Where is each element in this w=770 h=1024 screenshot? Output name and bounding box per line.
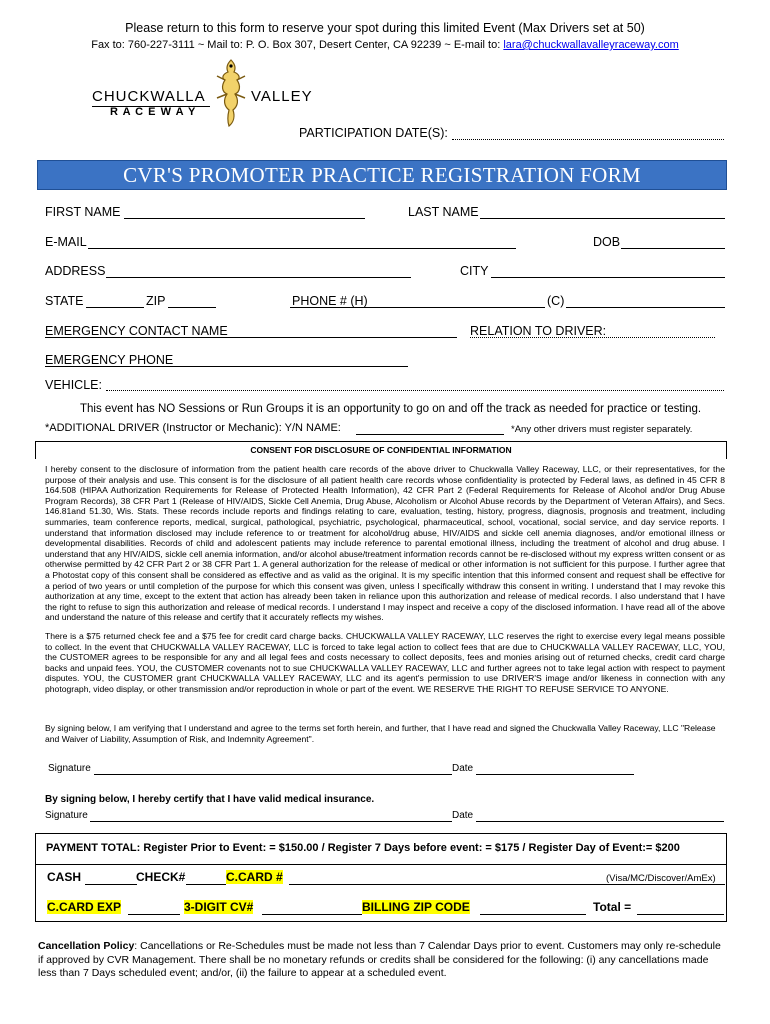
consent-heading: CONSENT FOR DISCLOSURE OF CONFIDENTIAL INFORMATION bbox=[250, 445, 512, 455]
emergency-contact-label: EMERGENCY CONTACT NAME bbox=[45, 324, 228, 338]
consent-heading-box bbox=[35, 441, 727, 459]
date-field[interactable] bbox=[476, 763, 634, 775]
card-types: (Visa/MC/Discover/AmEx) bbox=[606, 873, 716, 884]
total-field[interactable] bbox=[637, 900, 724, 915]
other-drivers-note: *Any other drivers must register separately. bbox=[511, 424, 693, 435]
first-name-label: FIRST NAME bbox=[45, 205, 121, 219]
fax-mail-text: Fax to: 760-227-3111 ~ Mail to: P. O. Box 307, Desert Center, CA 92239 ~ E-mail to: bbox=[91, 39, 504, 51]
last-name-field[interactable] bbox=[480, 205, 725, 219]
cancellation-policy bbox=[38, 940, 728, 981]
returned-check-text: There is a $75 returned check fee and a $75 fee for credit card charge backs. CHUCKWALLA VALLEY RACEWAY, LLC reserves the right to exercise every legal means possible to collect. In the event that CHUCKWALLA VALLEY RACEWAY, LLC is forced to take legal action to collect fees that are due to CHUCKWALLA VALLEY RACEWAY, LLC, YOU, the CUSTOMER agrees to be responsible for any and all legal fees and costs necessary to collect deposits, fees and monies arising out of returned checks, credit card charge backs and unpaid fees. YOU, the CUSTOMER covenants not to sue CHUCKWALLA VALLEY RACEWAY, LLC and further agrees not to take legal action with respect to payment disputes. YOU, the CUSTOMER grant CHUCKWALLA VALLEY RACEWAY, LLC and its agent's permission to use DRIVER'S image and/or likeness in connection with any photograph, video display, or other transmission and/or reproduction in whole or part of the event. WE RESERVE THE RIGHT TO REFUSE SERVICE TO ANYONE. bbox=[45, 631, 725, 694]
signing-text: By signing below, I am verifying that I understand and agree to the terms set forth herein, and further, that I have read and signed the Chuckwalla Valley Raceway, LLC "Release and Waiver of Liability, Assumption of Risk, and Indemnity Agreement". bbox=[45, 723, 716, 744]
zip-label: ZIP bbox=[146, 294, 166, 308]
emergency-phone-field[interactable] bbox=[45, 353, 408, 367]
last-name-label: LAST NAME bbox=[408, 205, 479, 219]
logo-word-chuckwalla: CHUCKWALLA bbox=[92, 88, 206, 105]
cash-label: CASH bbox=[47, 870, 82, 884]
raceway-logo bbox=[88, 58, 323, 128]
first-name-field[interactable] bbox=[124, 205, 365, 219]
state-label: STATE bbox=[45, 294, 84, 308]
relation-label: RELATION TO DRIVER: bbox=[470, 324, 607, 338]
participation-date-field[interactable] bbox=[452, 127, 724, 140]
return-instructions: Please return to this form to reserve your spot during this limited Event (Max Drivers set at 50) bbox=[125, 21, 645, 35]
phone-cell-field[interactable] bbox=[566, 294, 725, 308]
city-field[interactable] bbox=[491, 264, 725, 278]
check-field[interactable] bbox=[186, 870, 226, 885]
date-field-2[interactable] bbox=[476, 810, 724, 822]
vehicle-field[interactable] bbox=[106, 379, 724, 391]
medical-cert-text: By signing below, I hereby certify that I have valid medical insurance. bbox=[45, 794, 375, 805]
email-field[interactable] bbox=[88, 235, 516, 249]
signature-field-2[interactable] bbox=[90, 810, 452, 822]
dob-field[interactable] bbox=[621, 235, 725, 249]
ccard-exp-label: C.CARD EXP bbox=[47, 900, 122, 914]
city-label: CITY bbox=[460, 264, 489, 278]
total-label: Total = bbox=[593, 900, 632, 914]
consent-text: I hereby consent to the disclosure of information from the patient health care records of the above driver to Chuckwalla Valley Raceway, LLC, or their representatives, for the purpose of their analysis and use. This consent is for the disclosure of all patient health care records whose confidentiality is protected by Federal laws, as defined in 45 CFR 8 164.508 (HIPAA Authorization Requirements for Release of Protected Health Information), 42 CFR Part 2 (Federal Requirements for Release of Alcohol and/or Drug Abuse Program Records), 38 CFR Part 1 (Release of HIV/AIDS, Sickle Cell Anemia, Drug Abuse, Alcoholism or Alcohol Abuse records by the Department of Veteran Affairs), and Secs. 146.81and 51.30, Wis. Stats. These records include reports and findings relating to care, evaluation, testing, history, progress, diagnosis, prognosis and treatment, including summaries, team conference reports, medical, surgical, pathological, psychiatric, psychological, pharmaceutical, school, vocational, social service, and day service reports. I understand that information disclosed may include reference to or treatment for alcohol/drug abuse, HIV/AIDS and sickle cell anemia diagnoses, and/or emotional illness or developmental disabilities. Records of child and adolescent patients may include reference to parental emotional illness, including the treatment of alcohol and drug abuse. I understand that any HIV/AIDS, sickle cell anemia information, and/or alcohol abuse/treatment information records cannot be re-disclosed without my express written consent or as otherwise permitted by 42 CFR Part 2 or 38 CFR Part 1. A general authorization for the release of medical or other information is not sufficient for this purpose. I further agree that a Photostat copy of this consent shall be considered as effective and as valid as the original. It is my specific intention that this informed consent and request shall be effective for a period of two years or until completion of the purpose for which this consent was given, unless I specifically withdraw this consent in writing. I understand that I may revoke this authorization at any time, except to the extent that action has already been taken in reliance upon this authorization and release of medical records. I also understand that I have the right to refuse to sign this authorization and release of medical records. I understand I may inspect and receive a copy of the disclosed information. I have read all of the above and understand the nature of this release and certify that it accurately reflects my wishes. bbox=[45, 464, 725, 623]
phone-home-field[interactable] bbox=[290, 294, 545, 308]
ccard-label: C.CARD # bbox=[226, 870, 283, 884]
signature-field[interactable] bbox=[94, 763, 452, 775]
phone-cell-label: (C) bbox=[547, 294, 565, 308]
participation-label: PARTICIPATION DATE(S): bbox=[299, 126, 448, 140]
check-label: CHECK# bbox=[136, 870, 186, 884]
date-label: Date bbox=[452, 763, 474, 774]
date-label-2: Date bbox=[452, 810, 474, 821]
cash-field[interactable] bbox=[85, 870, 137, 885]
payment-total-box bbox=[35, 833, 727, 864]
dob-label: DOB bbox=[593, 235, 621, 249]
additional-driver-name-field[interactable] bbox=[356, 423, 504, 435]
cv-label: 3-DIGIT CV# bbox=[184, 900, 254, 914]
form-title: CVR'S PROMOTER PRACTICE REGISTRATION FORM bbox=[37, 160, 727, 190]
zip-field[interactable] bbox=[168, 294, 216, 308]
email-label: E-MAIL bbox=[45, 235, 87, 249]
signature-label: Signature bbox=[48, 763, 91, 774]
contact-line bbox=[0, 39, 770, 51]
cv-field[interactable] bbox=[262, 900, 362, 915]
state-field[interactable] bbox=[86, 294, 144, 308]
emergency-phone-label: EMERGENCY PHONE bbox=[45, 353, 174, 367]
signature-label-2: Signature bbox=[45, 810, 88, 821]
email-link[interactable]: lara@chuckwallavalleyraceway.com bbox=[503, 39, 679, 51]
address-label: ADDRESS bbox=[45, 264, 106, 278]
lizard-icon bbox=[211, 58, 251, 128]
event-note: This event has NO Sessions or Run Groups it is an opportunity to go on and off the track as needed for practice or testing. bbox=[80, 403, 702, 415]
payment-total: PAYMENT TOTAL: Register Prior to Event: = $150.00 / Register 7 Days before event: = $175 / Register Day of Event:= $200 bbox=[46, 842, 680, 854]
cancellation-label: Cancellation Policy bbox=[38, 940, 135, 952]
ccard-exp-field[interactable] bbox=[128, 900, 180, 915]
additional-driver-label: *ADDITIONAL DRIVER (Instructor or Mechanic): Y/N NAME: bbox=[45, 422, 341, 434]
emergency-contact-field[interactable] bbox=[45, 324, 457, 338]
relation-field[interactable] bbox=[470, 324, 715, 338]
logo-word-valley: VALLEY bbox=[251, 88, 313, 105]
billing-zip-field[interactable] bbox=[480, 900, 586, 915]
cancellation-text: : Cancellations or Re-Schedules must be made not less than 7 Calendar Days prior to event. Customers may only re-schedule if approved by CVR Management. There shall be no monetary refunds or credits shall be considered for the following: (i) any cancellations made less than 7 Days scheduled event; and/or, (ii) the failure to appear at a scheduled event. bbox=[38, 940, 721, 979]
phone-home-label: PHONE # (H) bbox=[292, 294, 368, 308]
logo-rule bbox=[92, 106, 210, 107]
vehicle-label: VEHICLE: bbox=[45, 378, 102, 392]
billing-zip-label: BILLING ZIP CODE bbox=[362, 900, 470, 914]
logo-word-raceway: R A C E W A Y bbox=[110, 106, 197, 118]
address-field[interactable] bbox=[106, 264, 411, 278]
